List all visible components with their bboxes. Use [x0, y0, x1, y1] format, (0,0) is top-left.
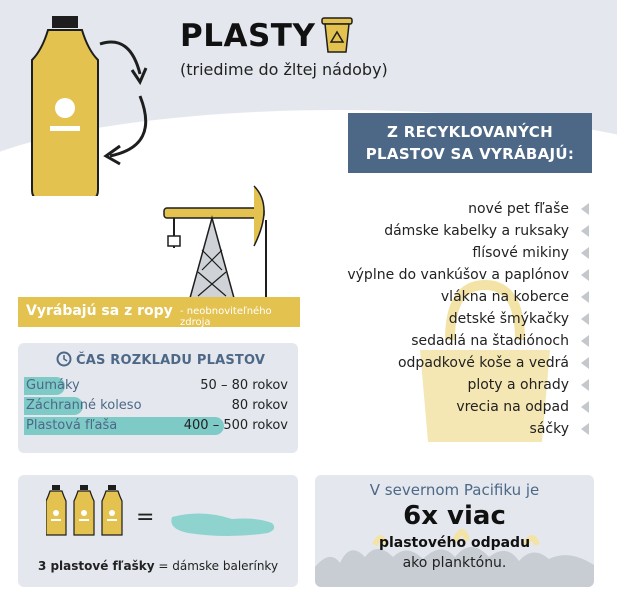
- list-item-label: dámske kabelky a ruksaky: [384, 223, 569, 239]
- oil-source-note: - neobnoviteľného zdroja: [180, 306, 272, 328]
- bottles-caption-bold: 3 plastové fľašky: [37, 559, 155, 573]
- page-title: PLASTY: [180, 18, 316, 54]
- bottle-recycle-illustration: [30, 16, 180, 196]
- bottle-label-dot: [55, 98, 75, 118]
- arrow-left-icon: [581, 379, 589, 391]
- list-item: [289, 396, 589, 418]
- arrow-top: [100, 42, 140, 74]
- oil-pump-icon: [150, 180, 290, 300]
- arrow-left-icon: [581, 247, 589, 259]
- arrow-left-icon: [581, 225, 589, 237]
- decay-row: [24, 417, 294, 435]
- list-item-label: výplne do vankúšov a paplónov: [347, 267, 569, 283]
- clock-icon: [56, 351, 72, 367]
- list-item: [289, 374, 589, 396]
- list-item: [289, 264, 589, 286]
- recycled-items-list: [289, 198, 589, 440]
- arrow-left-icon: [581, 335, 589, 347]
- list-item-label: sedadlá na štadiónoch: [411, 333, 569, 349]
- list-item-label: nové pet fľaše: [468, 201, 569, 217]
- bottle-cap: [52, 16, 78, 28]
- pacific-line4: ako planktónu.: [402, 555, 507, 571]
- list-item: [289, 352, 589, 374]
- list-item: [289, 220, 589, 242]
- bottle-label-line: [50, 126, 80, 131]
- recycled-heading-line2: PLASTOV SA VYRÁBAJÚ:: [365, 145, 575, 163]
- decay-label: Gumáky: [26, 378, 80, 393]
- pacific-line3: plastového odpadu: [378, 535, 531, 551]
- list-item: [289, 286, 589, 308]
- equals-sign: =: [136, 505, 155, 530]
- oil-source-text: Vyrábajú sa z ropy: [26, 303, 173, 319]
- list-item-label: flísové mikiny: [472, 245, 569, 261]
- three-bottles-icon: [46, 485, 126, 537]
- arrow-left-icon: [581, 423, 589, 435]
- arrow-left-icon: [581, 401, 589, 413]
- pacific-line1: V severnom Pacifiku je: [369, 481, 540, 499]
- pacific-line2: 6x viac: [403, 501, 506, 531]
- list-item: [289, 198, 589, 220]
- list-item-label: detské šmýkačky: [448, 311, 569, 327]
- arrow-left-icon: [581, 269, 589, 281]
- list-item: [289, 330, 589, 352]
- bottles-card: [18, 475, 298, 587]
- recycled-heading-line1: Z RECYKLOVANÝCH: [387, 123, 553, 141]
- arrow-left-icon: [581, 313, 589, 325]
- decay-time-panel: [18, 343, 298, 453]
- decay-heading: ČAS ROZKLADU PLASTOV: [76, 353, 266, 368]
- list-item: [289, 418, 589, 440]
- decay-label: Záchranné koleso: [26, 398, 142, 413]
- bottles-caption: [18, 559, 298, 573]
- arrow-left-icon: [581, 357, 589, 369]
- decay-value: 80 rokov: [231, 398, 288, 413]
- bottles-caption-rest: = dámske balerínky: [154, 559, 279, 573]
- pacific-card: [315, 475, 594, 587]
- arrow-bottom: [110, 96, 146, 156]
- list-item-label: vlákna na koberce: [440, 289, 569, 305]
- list-item: [289, 308, 589, 330]
- decay-label: Plastová fľaša: [26, 418, 118, 433]
- arrow-left-icon: [581, 291, 589, 303]
- decay-row: [24, 377, 294, 395]
- recycle-bin-icon: [320, 14, 354, 54]
- list-item-label: odpadkové koše a vedrá: [397, 355, 569, 371]
- decay-value: 400 – 500 rokov: [183, 418, 288, 433]
- list-item-label: vrecia na odpad: [456, 399, 569, 415]
- list-item-label: ploty a ohrady: [467, 377, 569, 393]
- list-item: [289, 242, 589, 264]
- arrow-left-icon: [581, 203, 589, 215]
- decay-value: 50 – 80 rokov: [200, 378, 288, 393]
- list-item-label: sáčky: [529, 421, 569, 437]
- decay-row: [24, 397, 294, 415]
- ballerina-shoe-icon: [168, 507, 278, 537]
- recycled-heading-box: [348, 113, 592, 173]
- oil-source-banner: [18, 297, 300, 327]
- page-subtitle: (triedime do žltej nádoby): [180, 60, 388, 79]
